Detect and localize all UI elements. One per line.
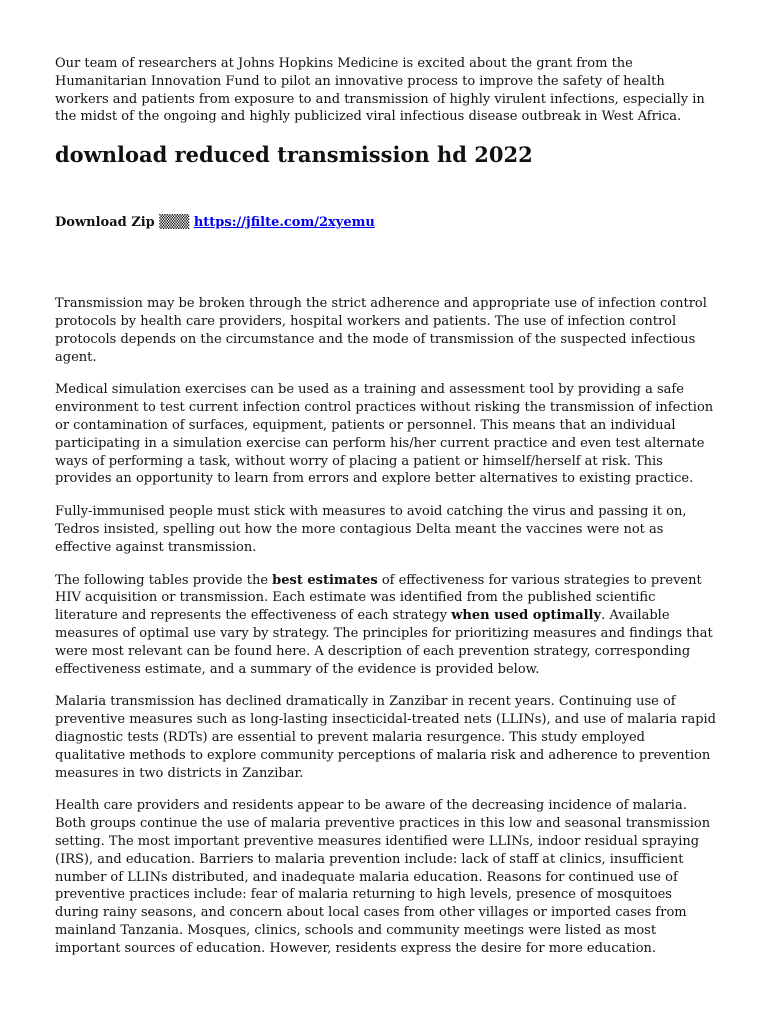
intro-paragraph: Our team of researchers at Johns Hopkins Medicine is excited about the grant from the Humanitarian Innovation Fund to pilot an innovative process to improve the safety of health workers and patients from exposure to and transmission of highly virulent infections, especially in the midst of the ongoing and highly publicized viral infectious disease outbreak in West Africa. — [55, 56, 705, 125]
estimates-text-3: . Available measures of optimal use vary by strategy. The principles for prioritizing measures and findings that were most relevant can be found here. A description of each prevention strategy, corresponding effectiveness estimate, and a summary of the evidence is provided below. — [55, 608, 713, 677]
estimates-text-1: The following tables provide the — [55, 572, 273, 588]
download-arrows: ▒▒▒ — [159, 215, 190, 231]
paragraph-providers: Health care providers and residents appear to be aware of the decreasing incidence of malaria. Both groups continue the use of malaria preventive practices in this low and seasonal transmission setting. The most important preventive measures identified were LLINs, indoor residual spraying (IRS), and education. Barriers to malaria prevention include: lack of staff at clinics, insufficient number of LLINs distributed, and inadequate malaria education. Reasons for continued use of preventive practices include: fear of malaria returning to high levels, presence of mosquitoes during rainy seasons, and concern about local cases from other villages or imported cases from mainland Tanzania. Mosques, clinics, schools and community meetings were listed as most important sources of education. However, residents express the desire for more education. — [55, 798, 711, 956]
estimates-bold-optimal: when used optimally — [451, 608, 602, 624]
estimates-text-2: of effectiveness for various strategies to prevent HIV acquisition or transmission. Each estimate was identified from the published scientific literature and represents the effectiveness of each strategy — [55, 572, 702, 624]
download-link[interactable]: https://jfilte.com/2xyemu — [193, 215, 375, 231]
estimates-bold-best: best estimates — [272, 572, 378, 588]
download-line — [55, 214, 719, 232]
article-body — [55, 295, 719, 957]
paragraph-estimates — [55, 572, 719, 679]
document-page — [55, 55, 719, 972]
paragraph-immunised: Fully-immunised people must stick with measures to avoid catching the virus and passing it on, Tedros insisted, spelling out how the more contagious Delta meant the vaccines were not as effective against transmission. — [55, 504, 687, 555]
page-title: download reduced transmission hd 2022 — [55, 142, 533, 168]
download-label: Download Zip — [55, 215, 155, 231]
paragraph-malaria: Malaria transmission has declined dramatically in Zanzibar in recent years. Continuing use of preventive measures such as long-lasting insecticidal-treated nets (LLINs), and use of malaria rapid diagnostic tests (RDTs) are essential to prevent malaria resurgence. This study employed qualitative methods to explore community perceptions of malaria risk and adherence to prevention measures in two districts in Zanzibar. — [55, 694, 717, 781]
paragraph-transmission: Transmission may be broken through the strict adherence and appropriate use of infection control protocols by health care providers, hospital workers and patients. The use of infection control protocols depends on the circumstance and the mode of transmission of the suspected infectious agent. — [55, 296, 707, 365]
paragraph-simulation: Medical simulation exercises can be used as a training and assessment tool by providing a safe environment to test current infection control practices without risking the transmission of infection or contamination of surfaces, equipment, patients or personnel. This means that an individual participating in a simulation exercise can perform his/her current practice and even test alternate ways of performing a task, without worry of placing a patient or himself/herself at risk. This provides an opportunity to learn from errors and explore better alternatives to existing practice. — [55, 382, 714, 487]
